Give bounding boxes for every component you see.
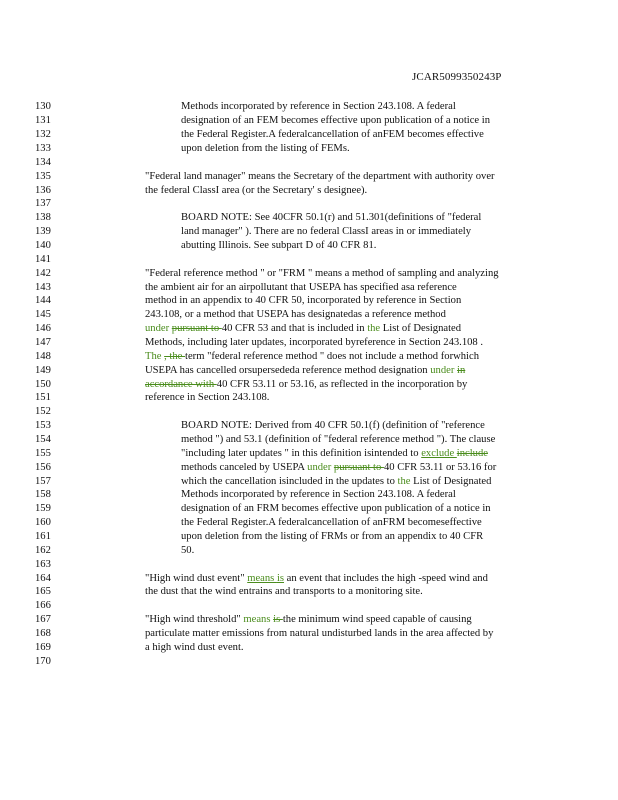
text-line	[145, 641, 244, 655]
line-number: 162	[35, 545, 51, 556]
line-number: 136	[35, 185, 51, 196]
text-run: the Federal Register.A federalcancellation of anFEM becomes effective	[181, 129, 484, 140]
line-number: 165	[35, 586, 51, 597]
line-number: 153	[35, 420, 51, 431]
line-number: 163	[35, 559, 51, 570]
text-run: land manager" ). There are no federal ClassI areas in or immediately	[181, 226, 472, 237]
line-number: 143	[35, 282, 51, 293]
text-run: designation of an FRM becomes effective upon publication of a notice in	[181, 503, 491, 514]
text-run: Methods incorporated by reference in Section 243.108. A federal	[181, 101, 456, 112]
text-run: methods canceled by USEPA	[181, 462, 308, 473]
text-line	[181, 239, 376, 253]
text-run: 40 CFR 53 and that is included in	[221, 323, 368, 334]
text-line	[181, 461, 496, 475]
text-line	[181, 488, 456, 502]
text-line	[181, 142, 350, 156]
text-line	[145, 378, 467, 392]
text-line	[181, 100, 456, 114]
line-number: 155	[35, 448, 51, 459]
text-run: designation of an FEM becomes effective upon publication of a notice in	[181, 115, 490, 126]
text-run: an event that includes the high -speed wind and	[284, 573, 488, 584]
text-line	[145, 308, 446, 322]
inserted-text: means	[243, 614, 274, 625]
text-line	[145, 350, 479, 364]
line-number: 131	[35, 115, 51, 126]
inserted-text: is	[276, 573, 285, 584]
deleted-text: pursuant to	[171, 323, 222, 334]
text-line	[145, 322, 461, 336]
text-run: "High wind dust event"	[145, 573, 248, 584]
text-run: the Federal Register.A federalcancellation of anFRM becomeseffective	[181, 517, 482, 528]
text-run: List of Designated	[382, 323, 462, 334]
line-number: 144	[35, 295, 51, 306]
text-run: BOARD NOTE: Derived from 40 CFR 50.1(f) (definition of "reference	[181, 420, 485, 431]
text-line	[181, 447, 488, 461]
line-number: 151	[35, 392, 51, 403]
text-run: method in an appendix to 40 CFR 50, incorporated by reference in Section	[145, 295, 462, 306]
text-line	[145, 572, 488, 586]
text-run: "High wind threshold"	[145, 614, 244, 625]
text-run: Methods, including later updates, incorporated byreference in Section 243.108 .	[145, 337, 484, 348]
line-number: 169	[35, 642, 51, 653]
text-run: term "federal reference method " does not include a method forwhich	[185, 351, 479, 362]
inserted-text: under	[430, 365, 458, 376]
inserted-text: exclude	[421, 448, 457, 459]
line-number: 168	[35, 628, 51, 639]
inserted-text: the	[367, 323, 383, 334]
text-line	[181, 433, 495, 447]
deleted-text: include	[456, 448, 488, 459]
text-line	[181, 419, 485, 433]
line-number: 146	[35, 323, 51, 334]
text-run: "Federal reference method " or "FRM " means a method of sampling and analyzing	[145, 268, 499, 279]
inserted-text: under	[145, 323, 172, 334]
document-id: JCAR5099350243P	[412, 71, 502, 83]
line-number: 152	[35, 406, 51, 417]
text-line	[145, 627, 493, 641]
deleted-text: is	[273, 614, 283, 625]
text-line	[145, 336, 483, 350]
line-number: 133	[35, 143, 51, 154]
text-line	[181, 211, 481, 225]
line-number: 158	[35, 489, 51, 500]
text-run: reference in Section 243.108.	[145, 392, 270, 403]
text-line	[145, 170, 495, 184]
text-line	[181, 225, 471, 239]
deleted-text: accordance with	[145, 379, 217, 390]
text-line	[181, 502, 491, 516]
line-number: 130	[35, 101, 51, 112]
text-run: 40 CFR 53.11 or 53.16 for	[383, 462, 497, 473]
line-number: 149	[35, 365, 51, 376]
text-run: Methods incorporated by reference in Section 243.108. A federal	[181, 489, 456, 500]
deleted-text: pursuant to	[333, 462, 384, 473]
inserted-text: the	[397, 476, 414, 487]
line-number: 140	[35, 240, 51, 251]
text-line	[145, 613, 472, 627]
line-number: 138	[35, 212, 51, 223]
text-run: a high wind dust event.	[145, 642, 244, 653]
line-number: 137	[35, 198, 51, 209]
line-number: 148	[35, 351, 51, 362]
line-number: 132	[35, 129, 51, 140]
line-number: 142	[35, 268, 51, 279]
text-run: the federal ClassI area (or the Secretary' s designee).	[145, 185, 368, 196]
deleted-text: , the	[164, 351, 186, 362]
text-line	[145, 267, 499, 281]
line-number: 139	[35, 226, 51, 237]
line-number: 147	[35, 337, 51, 348]
text-run: the ambient air for an airpollutant that USEPA has specified asa reference	[145, 282, 457, 293]
text-run: 50.	[181, 545, 195, 556]
deleted-text: in	[457, 365, 466, 376]
inserted-text: under	[307, 462, 334, 473]
text-run: upon deletion from the listing of FEMs.	[181, 143, 350, 154]
text-line	[181, 475, 491, 489]
text-line	[181, 516, 482, 530]
text-line	[145, 281, 457, 295]
text-run: upon deletion from the listing of FRMs or from an appendix to 40 CFR	[181, 531, 484, 542]
text-run: particulate matter emissions from natural undisturbed lands in the area affected by	[145, 628, 494, 639]
text-line	[181, 128, 484, 142]
text-line	[181, 544, 194, 558]
text-run: BOARD NOTE: See 40CFR 50.1(r) and 51.301(definitions of "federal	[181, 212, 482, 223]
line-number: 164	[35, 573, 51, 584]
text-run: 243.108, or a method that USEPA has designatedas a reference method	[145, 309, 446, 320]
line-number: 167	[35, 614, 51, 625]
line-number: 135	[35, 171, 51, 182]
line-number: 161	[35, 531, 51, 542]
text-run: which the cancellation isincluded in the updates to	[181, 476, 398, 487]
text-run: the minimum wind speed capable of causing	[282, 614, 472, 625]
text-run: abutting Illinois. See subpart D of 40 CFR 81.	[181, 240, 377, 251]
text-run: 40 CFR 53.11 or 53.16, as reflected in the incorporation by	[216, 379, 468, 390]
line-number: 134	[35, 157, 51, 168]
inserted-text: means	[247, 573, 277, 584]
line-number: 154	[35, 434, 51, 445]
text-run: "including later updates " in this definition isintended to	[181, 448, 422, 459]
inserted-text: The	[145, 351, 165, 362]
text-line	[145, 364, 465, 378]
text-run: method ") and 53.1 (definition of "federal reference method "). The clause	[181, 434, 496, 445]
text-run: the dust that the wind entrains and transports to a monitoring site.	[145, 586, 423, 597]
text-run: USEPA has cancelled orsupersededa reference method designation	[145, 365, 431, 376]
line-number: 141	[35, 254, 51, 265]
text-run: List of Designated	[413, 476, 492, 487]
line-number: 150	[35, 379, 51, 390]
line-number: 170	[35, 656, 51, 667]
text-line	[145, 585, 423, 599]
text-run: "Federal land manager" means the Secretary of the department with authority over	[145, 171, 495, 182]
line-number: 156	[35, 462, 51, 473]
text-line	[145, 391, 269, 405]
line-number: 145	[35, 309, 51, 320]
line-number: 160	[35, 517, 51, 528]
line-number: 157	[35, 476, 51, 487]
text-line	[181, 114, 490, 128]
text-line	[181, 530, 483, 544]
text-line	[145, 294, 461, 308]
line-number: 166	[35, 600, 51, 611]
line-number: 159	[35, 503, 51, 514]
text-line	[145, 184, 367, 198]
